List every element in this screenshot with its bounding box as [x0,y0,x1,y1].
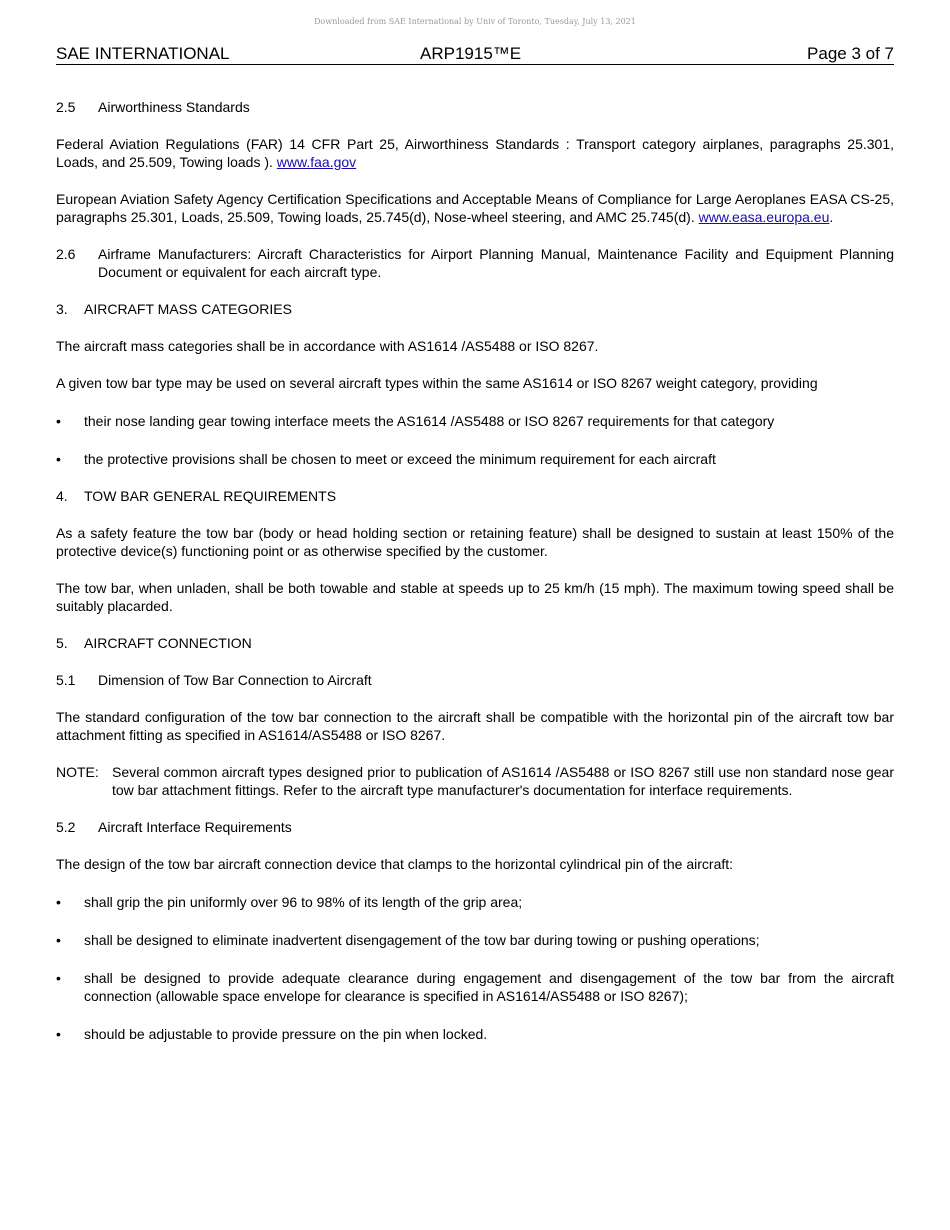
section-2-6-text: Airframe Manufacturers: Aircraft Characteristics for Airport Planning Manual, Maintenance Facility and Equipment Planning Document or equivalent for each aircraft type. [98,246,894,280]
section-2-6 [56,245,894,281]
section-number: 5.2 [56,819,76,835]
paragraph: A given tow bar type may be used on several aircraft types within the same AS1614 or ISO 8267 weight category, providing [56,375,818,391]
far-reference-text: Federal Aviation Regulations (FAR) 14 CFR Part 25, Airworthiness Standards : Transport category airplanes, paragraphs 25.301, Loads, and 25.509, Towing loads ). [56,136,894,170]
easa-reference-text: European Aviation Safety Agency Certification Specifications and Acceptable Means of Compliance for Large Aeroplanes EASA CS-25, paragraphs 25.301, Loads, 25.509, Towing loads, 25.745(d), Nose-wheel steering, and AMC 25.745(d). [56,191,894,225]
paragraph: The standard configuration of the tow bar connection to the aircraft shall be compatible with the horizontal pin of the aircraft tow bar attachment fitting as specified in AS1614/AS5488 or ISO 8267. [56,709,894,743]
section-title: Airworthiness Standards [98,99,250,115]
section-5-heading [56,634,894,652]
section-number: 5.1 [56,672,76,688]
section-title: AIRCRAFT CONNECTION [84,635,252,651]
list-item-text: shall be designed to eliminate inadvertent disengagement of the tow bar during towing or pushing operations; [84,932,760,948]
bullet-icon: • [56,1026,61,1042]
list-item [56,450,894,468]
header-document-number: ARP1915™E [420,44,522,63]
easa-link[interactable]: www.easa.europa.eu [698,209,830,225]
list-item [56,1025,894,1043]
far-reference-paragraph [56,135,894,171]
paragraph: The design of the tow bar aircraft connection device that clamps to the horizontal cylindrical pin of the aircraft: [56,856,734,872]
section-title: Dimension of Tow Bar Connection to Aircraft [98,672,372,688]
note-label: NOTE: [56,764,99,780]
section-number: 5. [56,635,68,651]
section-number: 3. [56,301,68,317]
section-3-heading [56,300,894,318]
bullet-icon: • [56,451,61,467]
easa-period: . [829,209,834,225]
list-item-text: shall grip the pin uniformly over 96 to 98% of its length of the grip area; [84,894,523,910]
header-organization: SAE INTERNATIONAL [56,44,230,63]
document-body [56,98,894,1062]
list-item [56,931,894,949]
section-title: Aircraft Interface Requirements [98,819,292,835]
section-number: 2.6 [56,246,76,262]
list-item-text: should be adjustable to provide pressure on the pin when locked. [84,1026,488,1042]
page-header [56,44,894,65]
list-item [56,893,894,911]
note [56,763,894,799]
list-item [56,969,894,1005]
section-5-1-heading [56,671,894,689]
list-item-text: their nose landing gear towing interface meets the AS1614 /AS5488 or ISO 8267 requirements for that category [84,413,775,429]
paragraph: The tow bar, when unladen, shall be both towable and stable at speeds up to 25 km/h (15 mph). The maximum towing speed shall be suitably placarded. [56,580,894,614]
note-text: Several common aircraft types designed prior to publication of AS1614 /AS5488 or ISO 8267 still use non standard nose gear tow bar attachment fittings. Refer to the aircraft type manufacturer's documentation for interface requirements. [112,764,894,798]
list-item-text: the protective provisions shall be chosen to meet or exceed the minimum requirement for each aircraft [84,451,716,467]
faa-link[interactable]: www.faa.gov [276,154,357,170]
section-number: 2.5 [56,99,76,115]
list-item-text: shall be designed to provide adequate clearance during engagement and disengagement of the tow bar from the aircraft connection (allowable space envelope for clearance is specified in AS1614/AS5488 or ISO 8267); [84,970,894,1004]
bullet-icon: • [56,932,61,948]
header-page-number: Page 3 of 7 [807,44,894,63]
list-item [56,412,894,430]
bullet-icon: • [56,413,61,429]
section-2-5-heading [56,98,894,116]
section-title: AIRCRAFT MASS CATEGORIES [84,301,292,317]
bullet-icon: • [56,894,61,910]
easa-reference-paragraph [56,190,894,226]
section-number: 4. [56,488,68,504]
section-title: TOW BAR GENERAL REQUIREMENTS [84,488,337,504]
bullet-icon: • [56,970,61,986]
section-5-2-heading [56,818,894,836]
paragraph: The aircraft mass categories shall be in accordance with AS1614 /AS5488 or ISO 8267. [56,338,599,354]
download-watermark: Downloaded from SAE International by Univ of Toronto, Tuesday, July 13, 2021 [314,17,636,26]
paragraph: As a safety feature the tow bar (body or head holding section or retaining feature) shall be designed to sustain at least 150% of the protective device(s) functioning point or as otherwise specified by the customer. [56,525,894,559]
section-4-heading [56,487,894,505]
